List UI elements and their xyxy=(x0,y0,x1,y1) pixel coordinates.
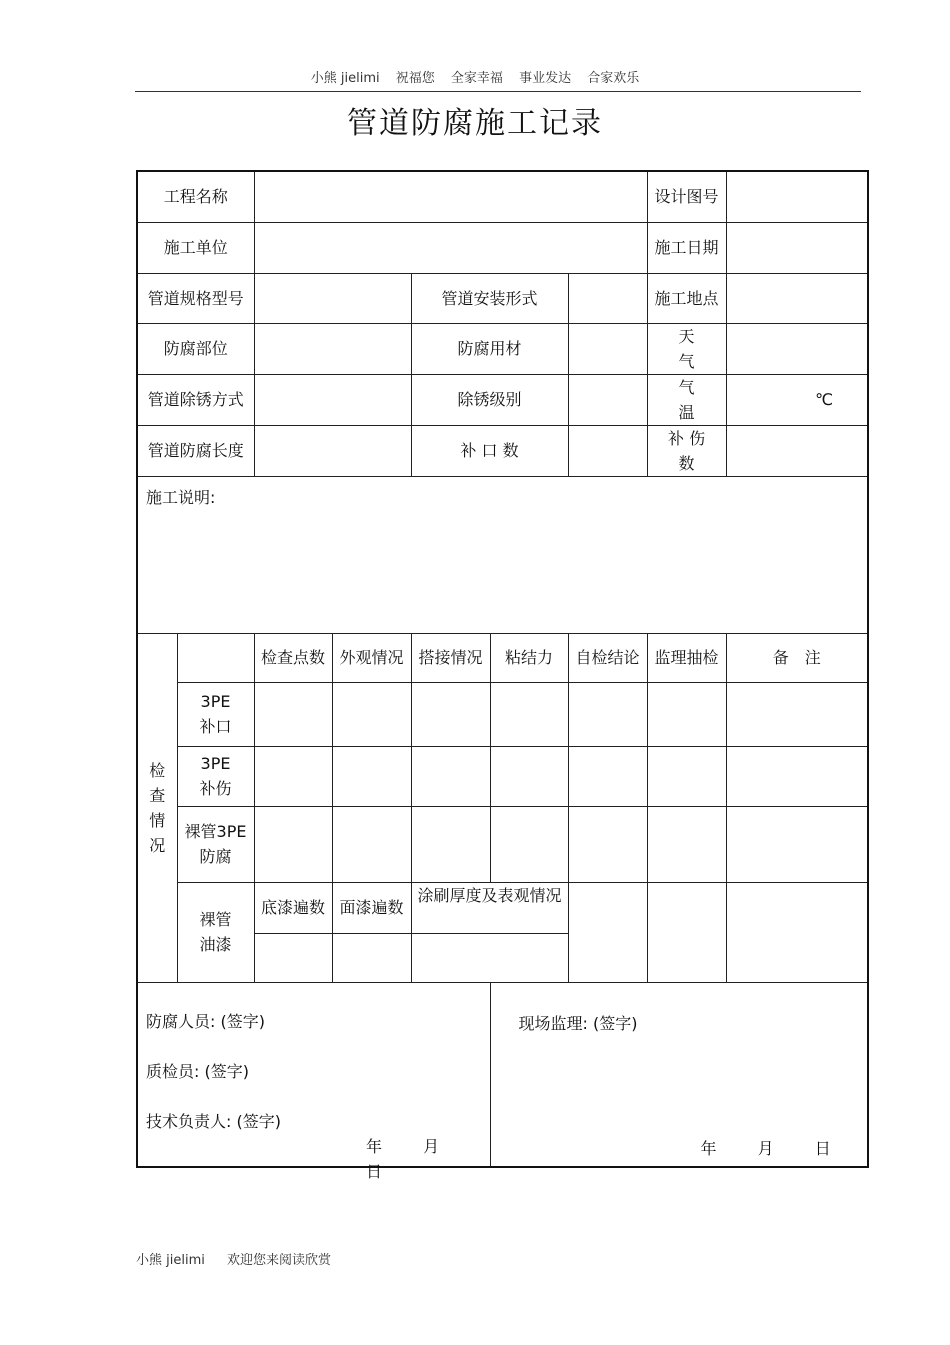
date-month: 月 xyxy=(757,1138,774,1158)
label-repair-count: 补 伤数 xyxy=(647,425,726,476)
table-cell[interactable] xyxy=(490,806,568,882)
input-anticorrosion-length[interactable] xyxy=(254,425,411,476)
quality-inspector-signature: 质检员: (签字) xyxy=(146,1061,249,1081)
table-cell[interactable] xyxy=(568,882,647,982)
row-label: 3PE补口 xyxy=(177,682,254,746)
date-left xyxy=(348,1134,490,1184)
table-cell[interactable] xyxy=(647,806,726,882)
label-project-name: 工程名称 xyxy=(137,171,254,222)
col-header: 备 注 xyxy=(726,633,868,682)
table-cell[interactable] xyxy=(568,682,647,746)
description-cell[interactable] xyxy=(137,476,868,633)
header-author: 小熊 jielimi xyxy=(310,71,380,86)
input-pipe-spec[interactable] xyxy=(254,273,411,323)
label-temperature: 气温 xyxy=(647,374,726,425)
page-title: 管道防腐施工记录 xyxy=(347,106,603,141)
table-cell[interactable] xyxy=(490,746,568,806)
side-char: 检 xyxy=(149,760,166,780)
table-cell[interactable] xyxy=(726,806,868,882)
header-wish: 全家幸福 xyxy=(450,71,503,86)
input-construction-unit[interactable] xyxy=(254,222,647,273)
side-char: 情 xyxy=(149,810,166,830)
anticorrosion-staff-signature: 防腐人员: (签字) xyxy=(146,1011,265,1031)
paint-col-header: 涂刷厚度及表观情况 xyxy=(411,882,568,933)
input-project-name[interactable] xyxy=(254,171,647,222)
temperature-unit: ℃ xyxy=(815,390,834,409)
input-rust-removal-method[interactable] xyxy=(254,374,411,425)
table-cell[interactable] xyxy=(726,746,868,806)
table-cell[interactable] xyxy=(332,933,411,982)
header-divider xyxy=(135,91,861,92)
col-header: 自检结论 xyxy=(568,633,647,682)
input-joint-count[interactable] xyxy=(568,425,647,476)
table-cell[interactable] xyxy=(568,746,647,806)
label-rust-removal-grade: 除锈级别 xyxy=(411,374,568,425)
page-footer xyxy=(136,1249,349,1268)
signature-right[interactable] xyxy=(490,982,868,1167)
label-pipe-spec: 管道规格型号 xyxy=(137,273,254,323)
label-construction-site: 施工地点 xyxy=(647,273,726,323)
table-cell[interactable] xyxy=(332,682,411,746)
table-cell[interactable] xyxy=(254,933,332,982)
col-header: 监理抽检 xyxy=(647,633,726,682)
table-cell[interactable] xyxy=(647,882,726,982)
input-temperature[interactable] xyxy=(726,374,868,425)
header-wish: 祝福您 xyxy=(395,71,435,86)
label-anticorrosion-part: 防腐部位 xyxy=(137,323,254,374)
label-anticorrosion-length: 管道防腐长度 xyxy=(137,425,254,476)
paint-col-header: 面漆遍数 xyxy=(332,882,411,933)
page-header xyxy=(0,67,950,86)
technical-lead-signature: 技术负责人: (签字) xyxy=(146,1111,281,1131)
label-anticorrosion-material: 防腐用材 xyxy=(411,323,568,374)
table-cell[interactable] xyxy=(254,682,332,746)
label-rust-removal-method: 管道除锈方式 xyxy=(137,374,254,425)
header-wish: 事业发达 xyxy=(519,71,572,86)
table-cell[interactable] xyxy=(411,806,490,882)
record-form xyxy=(136,170,867,1181)
input-construction-date[interactable] xyxy=(726,222,868,273)
label-joint-count: 补 口 数 xyxy=(411,425,568,476)
inspection-corner xyxy=(177,633,254,682)
input-install-form[interactable] xyxy=(568,273,647,323)
table-cell[interactable] xyxy=(568,806,647,882)
description-label: 施工说明: xyxy=(146,487,216,507)
header-wish: 合家欢乐 xyxy=(587,71,640,86)
table-cell[interactable] xyxy=(411,682,490,746)
footer-author: 小熊 jielimi xyxy=(136,1253,205,1268)
input-anticorrosion-part[interactable] xyxy=(254,323,411,374)
input-weather[interactable] xyxy=(726,323,868,374)
date-year: 年 xyxy=(366,1136,383,1156)
table-cell[interactable] xyxy=(490,682,568,746)
label-design-drawing: 设计图号 xyxy=(647,171,726,222)
col-header: 搭接情况 xyxy=(411,633,490,682)
table-cell[interactable] xyxy=(726,682,868,746)
table-cell[interactable] xyxy=(254,746,332,806)
site-supervisor-signature: 现场监理: (签字) xyxy=(518,1013,638,1033)
side-char: 查 xyxy=(149,785,166,805)
table-cell[interactable] xyxy=(411,746,490,806)
table-cell[interactable] xyxy=(647,746,726,806)
table-cell[interactable] xyxy=(254,806,332,882)
label-construction-unit: 施工单位 xyxy=(137,222,254,273)
paint-row-label: 裸管油漆 xyxy=(177,882,254,982)
table-cell[interactable] xyxy=(332,746,411,806)
date-day: 日 xyxy=(814,1138,831,1158)
row-label: 裸管3PE防腐 xyxy=(177,806,254,882)
table-cell[interactable] xyxy=(726,882,868,982)
input-design-drawing[interactable] xyxy=(726,171,868,222)
table-cell[interactable] xyxy=(411,933,568,982)
date-month: 月 xyxy=(423,1136,440,1156)
col-header: 检查点数 xyxy=(254,633,332,682)
col-header: 外观情况 xyxy=(332,633,411,682)
date-day: 日 xyxy=(366,1161,383,1181)
col-header: 粘结力 xyxy=(490,633,568,682)
input-rust-removal-grade[interactable] xyxy=(568,374,647,425)
label-install-form: 管道安装形式 xyxy=(411,273,568,323)
date-year: 年 xyxy=(700,1138,717,1158)
table-cell[interactable] xyxy=(332,806,411,882)
input-anticorrosion-material[interactable] xyxy=(568,323,647,374)
row-label: 3PE补伤 xyxy=(177,746,254,806)
input-construction-site[interactable] xyxy=(726,273,868,323)
inspection-side-label xyxy=(137,633,177,982)
footer-message: 欢迎您来阅读欣赏 xyxy=(227,1253,332,1268)
paint-col-header: 底漆遍数 xyxy=(254,882,332,933)
table-cell[interactable] xyxy=(647,682,726,746)
label-weather: 天气 xyxy=(647,323,726,374)
label-construction-date: 施工日期 xyxy=(647,222,726,273)
date-right xyxy=(683,1136,849,1161)
signature-left[interactable] xyxy=(137,982,490,1181)
side-char: 况 xyxy=(149,835,166,855)
input-repair-count[interactable] xyxy=(726,425,868,476)
